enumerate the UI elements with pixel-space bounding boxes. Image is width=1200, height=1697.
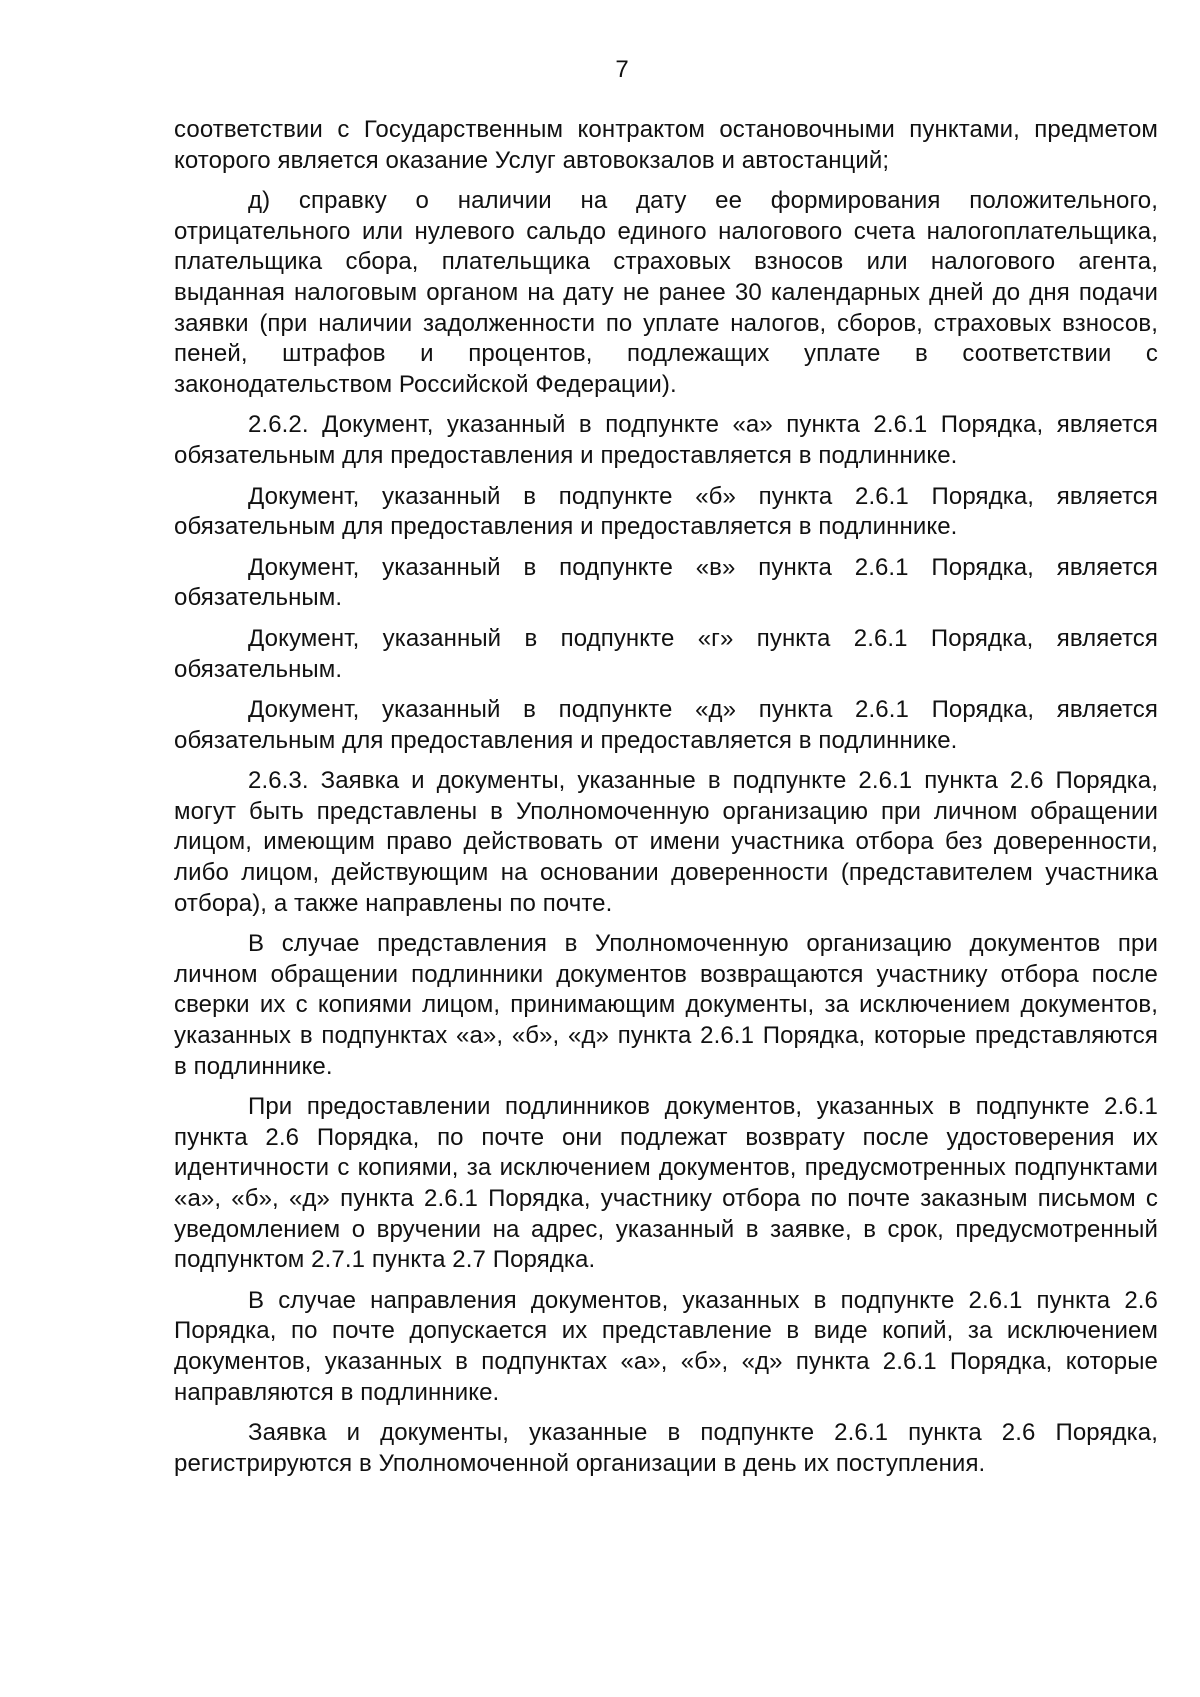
paragraph-2: д) справку о наличии на дату ее формирования положительного, отрицательного или нулевого сальдо единого налогового счета налогоплательщика, плательщика сбора, плательщика страховых взносов или налогового агента, выданная налоговым органом на дату не ранее 30 календарных дней до дня подачи заявки (при наличии задолженности по уплате налогов, сборов, страховых взносов, пеней, штрафов и процентов, подлежащих уплате в соответствии с законодательством Российской Федерации). [174, 187, 1158, 398]
document-body [174, 115, 1158, 1489]
paragraph-10: При предоставлении подлинников документов, указанных в подпункте 2.6.1 пункта 2.6 Порядка, по почте они подлежат возврату после удостоверения их идентичности с копиями, за исключением документов, предусмотренных подпунктами «а», «б», «д» пункта 2.6.1 Порядка, участнику отбора по почте заказным письмом с уведомлением о вручении на адрес, указанный в заявке, в срок, предусмотренный подпунктом 2.7.1 пункта 2.7 Порядка. [174, 1093, 1158, 1274]
paragraph-4: Документ, указанный в подпункте «б» пункта 2.6.1 Порядка, является обязательным для предоставления и предоставляется в подлиннике. [174, 482, 1158, 541]
paragraph-6: Документ, указанный в подпункте «г» пункта 2.6.1 Порядка, является обязательным. [174, 624, 1158, 683]
paragraph-12: Заявка и документы, указанные в подпункте 2.6.1 пункта 2.6 Порядка, регистрируются в Уполномоченной организации в день их поступления. [174, 1419, 1158, 1477]
paragraph-5: Документ, указанный в подпункте «в» пункта 2.6.1 Порядка, является обязательным. [174, 553, 1158, 612]
paragraph-9: В случае представления в Уполномоченную организацию документов при личном обращении подлинники документов возвращаются участнику отбора после сверки их с копиями лицом, принимающим документы, за исключением документов, указанных в подпунктах «а», «б», «д» пункта 2.6.1 Порядка, которые представляются в подлиннике. [174, 930, 1158, 1080]
paragraph-11: В случае направления документов, указанных в подпункте 2.6.1 пункта 2.6 Порядка, по почте допускается их представление в виде копий, за исключением документов, указанных в подпунктах «а», «б», «д» пункта 2.6.1 Порядка, которые направляются в подлиннике. [174, 1286, 1158, 1406]
paragraph-3: 2.6.2. Документ, указанный в подпункте «а» пункта 2.6.1 Порядка, является обязательным для предоставления и предоставляется в подлиннике. [174, 411, 1158, 469]
paragraph-7: Документ, указанный в подпункте «д» пункта 2.6.1 Порядка, является обязательным для предоставления и предоставляется в подлиннике. [174, 696, 1158, 754]
paragraph-8: 2.6.3. Заявка и документы, указанные в подпункте 2.6.1 пункта 2.6 Порядка, могут быть представлены в Уполномоченную организацию при личном обращении лицом, имеющим право действовать от имени участника отбора без доверенности, либо лицом, действующим на основании доверенности (представителем участника отбора), а также направлены по почте. [174, 767, 1158, 917]
paragraph-1: соответствии с Государственным контрактом остановочными пунктами, предметом которого является оказание Услуг автовокзалов и автостанций; [174, 116, 1158, 174]
page-number: 7 [615, 56, 629, 83]
